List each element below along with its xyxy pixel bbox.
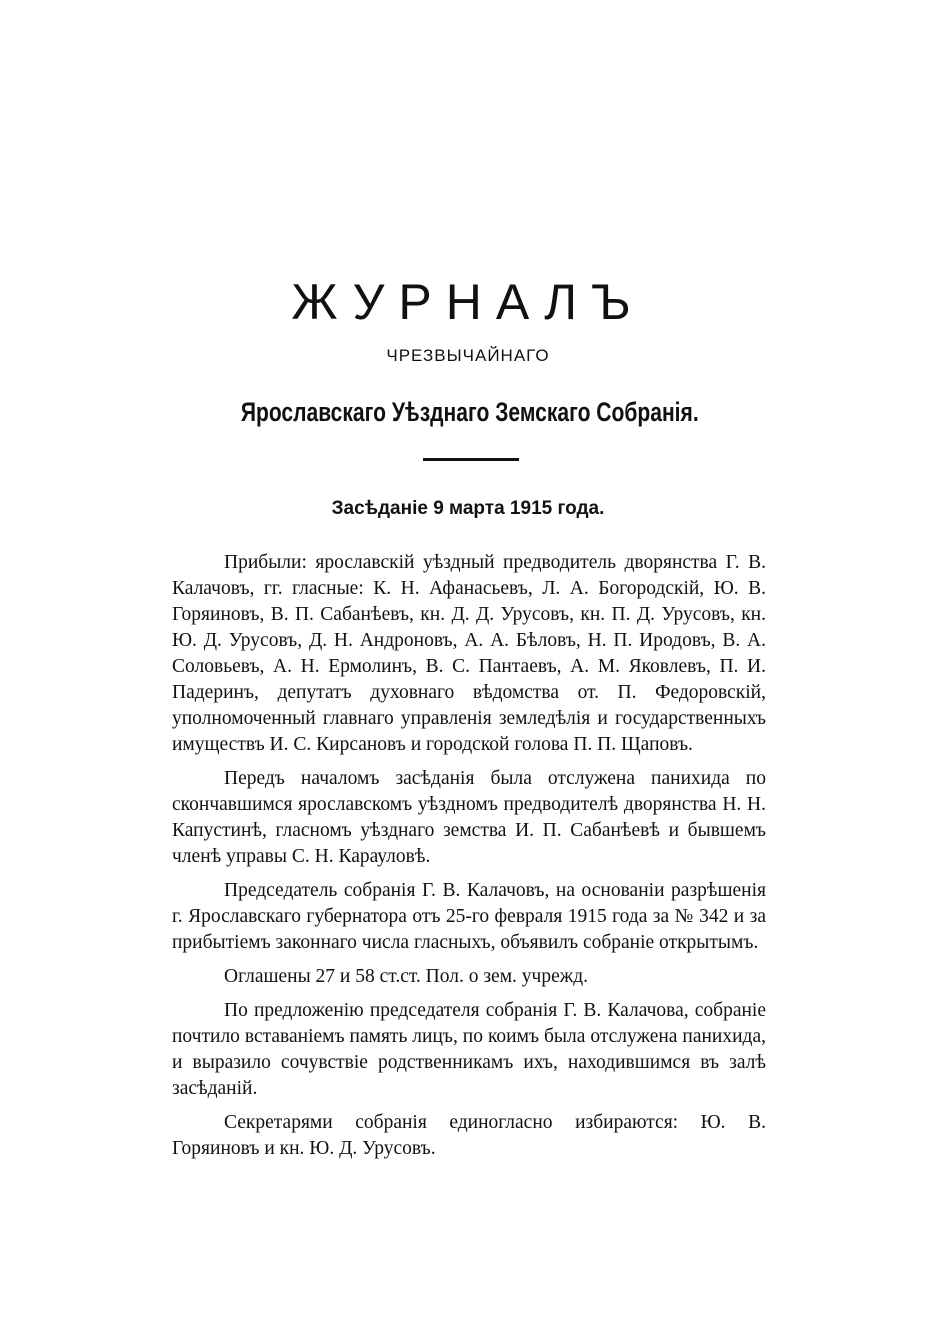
title-divider <box>423 458 519 461</box>
paragraph-attendees: Прибыли: ярославскій уѣздный предводитель дворянства Г. В. Калачовъ, гг. гласные: К. Н. Афанасьевъ, Л. А. Богородскій, Ю. В. Горяиновъ, В. П. Сабанѣевъ, кн. Д. Д. Урусовъ, кн. П. Д. Урусовъ, кн. Ю. Д. Урусовъ, Д. Н. Андроновъ, А. А. Бѣловъ, Н. П. Иродовъ, В. А. Соловьевъ, А. Н. Ермолинъ, В. С. Пантаевъ, А. М. Яковлевъ, П. И. Падеринъ, депутатъ духовнаго вѣдомства от. П. Федоровскій, уполномоченный главнаго управленія земледѣлія и государственныхъ имуществъ И. С. Кирсановъ и городской голова П. П. Щаповъ. <box>172 552 766 755</box>
document-title: ЖУРНАЛЪ <box>291 274 645 330</box>
paragraph-articles: Оглашены 27 и 58 ст.ст. Пол. о зем. учрежд. <box>224 966 589 987</box>
paragraph-secretaries: Секретарями собранія единогласно избираются: Ю. В. Горяиновъ и кн. Ю. Д. Урусовъ. <box>172 1112 766 1159</box>
paragraph-requiem: Передъ началомъ засѣданія была отслужена панихида по скончавшимся ярославскомъ уѣздномъ предводителѣ дворянства Н. Н. Капустинѣ, гласномъ уѣзднаго земства И. П. Сабанѣевѣ и бывшемъ членѣ управы С. Н. Карауловѣ. <box>172 768 766 867</box>
assembly-name: Ярославскаго Уѣзднаго Земскаго Собранія. <box>240 397 699 427</box>
session-heading: Засѣданіе 9 марта 1915 года. <box>331 498 605 519</box>
document-body <box>172 550 766 1170</box>
document-subtitle: ЧРЕЗВЫЧАЙНАГО <box>386 346 550 365</box>
paragraph-memory: По предложенію председателя собранія Г. В. Калачова, собраніе почтило вставаніемъ память лицъ, по коимъ была отслужена панихида, и выразило сочувствіе родственникамъ ихъ, находившимся въ залѣ засѣданій. <box>172 1000 766 1099</box>
paragraph-opening: Председатель собранія Г. В. Калачовъ, на основаніи разрѣшенія г. Ярославскаго губернатора отъ 25-го февраля 1915 года за № 342 и за прибытіемъ законнаго числа гласныхъ, объявилъ собраніе открытымъ. <box>172 880 766 953</box>
